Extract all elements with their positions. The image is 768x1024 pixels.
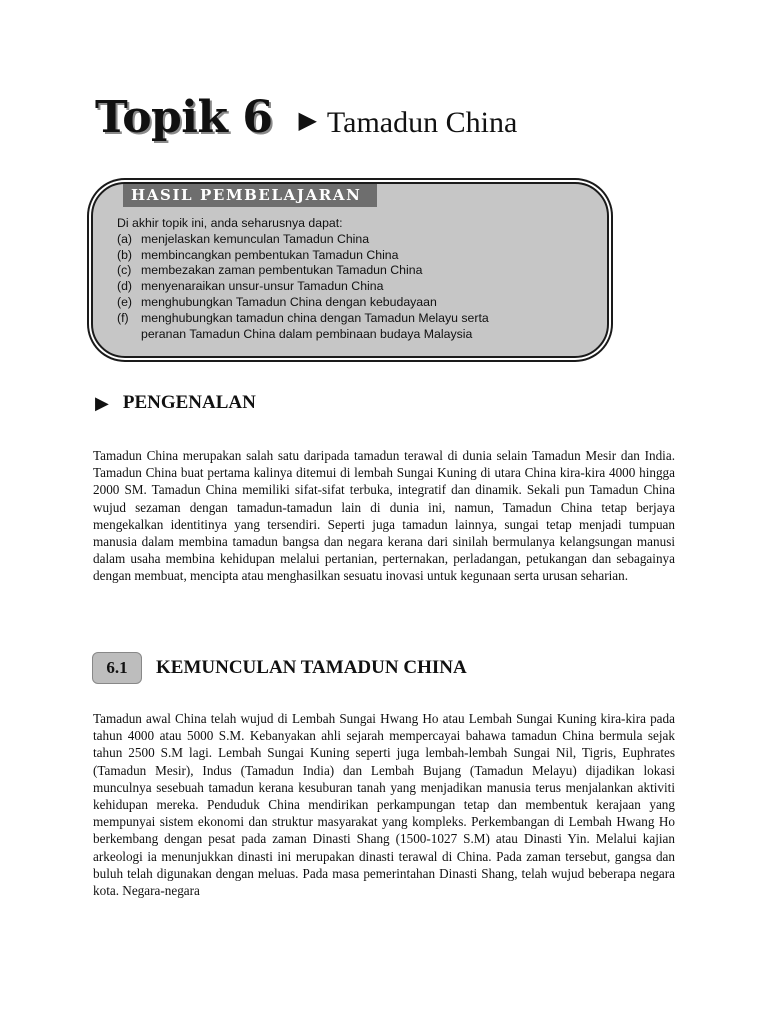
- learning-outcomes-box: [91, 182, 609, 358]
- page-title: [95, 92, 517, 143]
- outcome-label: (b): [117, 247, 133, 262]
- outcome-text: menjelaskan kemunculan Tamadun China: [141, 231, 370, 246]
- outcome-item: [117, 295, 587, 311]
- outcome-label: (f): [117, 310, 129, 325]
- outcome-continuation: peranan Tamadun China dalam pembinaan budaya Malaysia: [141, 326, 473, 341]
- section-number-badge: 6.1: [92, 652, 142, 684]
- outcome-label: (c): [117, 263, 132, 278]
- outcome-item: [117, 232, 587, 248]
- outcome-text: membincangkan pembentukan Tamadun China: [141, 247, 399, 262]
- outcome-text: menghubungkan tamadun china dengan Tamadun Melayu serta: [141, 310, 489, 325]
- learning-outcomes-intro: Di akhir topik ini, anda seharusnya dapat:: [117, 216, 343, 230]
- outcome-item: [117, 279, 587, 295]
- learning-outcomes-heading: HASIL PEMBELAJARAN: [123, 184, 377, 207]
- section-title: KEMUNCULAN TAMADUN CHINA: [156, 657, 467, 678]
- outcome-item: [117, 263, 587, 279]
- topic-subtitle: Tamadun China: [326, 106, 518, 139]
- outcome-label: (d): [117, 279, 133, 294]
- outcome-text: menyenaraikan unsur-unsur Tamadun China: [141, 279, 384, 294]
- triangle-arrow-icon: ▶: [298, 106, 317, 134]
- outcome-label: (e): [117, 294, 133, 309]
- section-heading-6-1: [92, 652, 467, 684]
- outcome-text: menghubungkan Tamadun China dengan kebudayaan: [141, 294, 437, 309]
- section-heading-pengenalan: [95, 392, 256, 414]
- outcome-label: (a): [117, 231, 133, 246]
- outcome-text: membezakan zaman pembentukan Tamadun China: [141, 263, 423, 278]
- triangle-bullet-icon: ▶: [95, 392, 109, 413]
- topic-label: Topik 6: [95, 92, 273, 143]
- section-title: PENGENALAN: [122, 392, 256, 413]
- section-6-1-paragraph: Tamadun awal China telah wujud di Lembah Sungai Hwang Ho atau Lembah Sungai Kuning kira-kira pada tahun 4000 atau 5000 S.M. Kebanyakan ahli sejarah mempercayai bahawa tamadun China bermula sejak tahun 2500 S.M lagi. Lembah Sungai Kuning seperti juga lembah-lembah Sungai Nil, Tigris, Euphrates (Tamadun Mesir), Indus (Tamadun India) dan Lembah Bujang (Tamadun Melayu) dijadikan lokasi munculnya sesebuah tamadun kerana kesuburan tanah yang menjadikan manusia terus menjalankan aktiviti kehidupan mereka. Penduduk China mendirikan perkampungan tetap dan membentuk kerajaan yang mempunyai sistem ekonomi dan struktur masyarakat yang kompleks. Perkembangan di Lembah Hwang Ho berkembang dengan pesat pada zaman Dinasti Shang (1500-1027 S.M) atau Dinasti Yin. Melalui kajian arkeologi ia menunjukkan dinasti ini merupakan dinasti terawal di China. Pada zaman tersebut, gangsa dan buluh telah digunakan dengan meluas. Pada masa pemerintahan Dinasti Shang, telah wujud beberapa negara kota. Negara-negara: [93, 711, 675, 899]
- intro-paragraph: Tamadun China merupakan salah satu daripada tamadun terawal di dunia selain Tamadun Mesir dan India. Tamadun China buat pertama kalinya ditemui di lembah Sungai Kuning di utara China kira-kira 4000 hingga 2000 SM. Tamadun China memiliki sifat-sifat terbuka, integratif dan dinamik. Sekali pun Tamadun China wujud sezaman dengan tamadun-tamadun lain di dunia ini, namun, Tamadun China tetap berjaya mengekalkan identitinya yang tersendiri. Seperti juga tamadun lainnya, sungai tetap menjadi tumpuan manusia dalam membina tamadun bangsa dan negara kerana dari sinilah bermulanya kelangsungan manusi dalam usaha membina kehidupan melalui pertanian, perternakan, perladangan, petukangan dan sebagainya dengan membuat, mencipta atau menghasilkan sesuatu inovasi untuk kegunaan serta urusan seharian.: [93, 448, 675, 584]
- outcome-item: [117, 248, 587, 264]
- learning-outcomes-content: [117, 216, 587, 342]
- outcome-item: [117, 311, 587, 327]
